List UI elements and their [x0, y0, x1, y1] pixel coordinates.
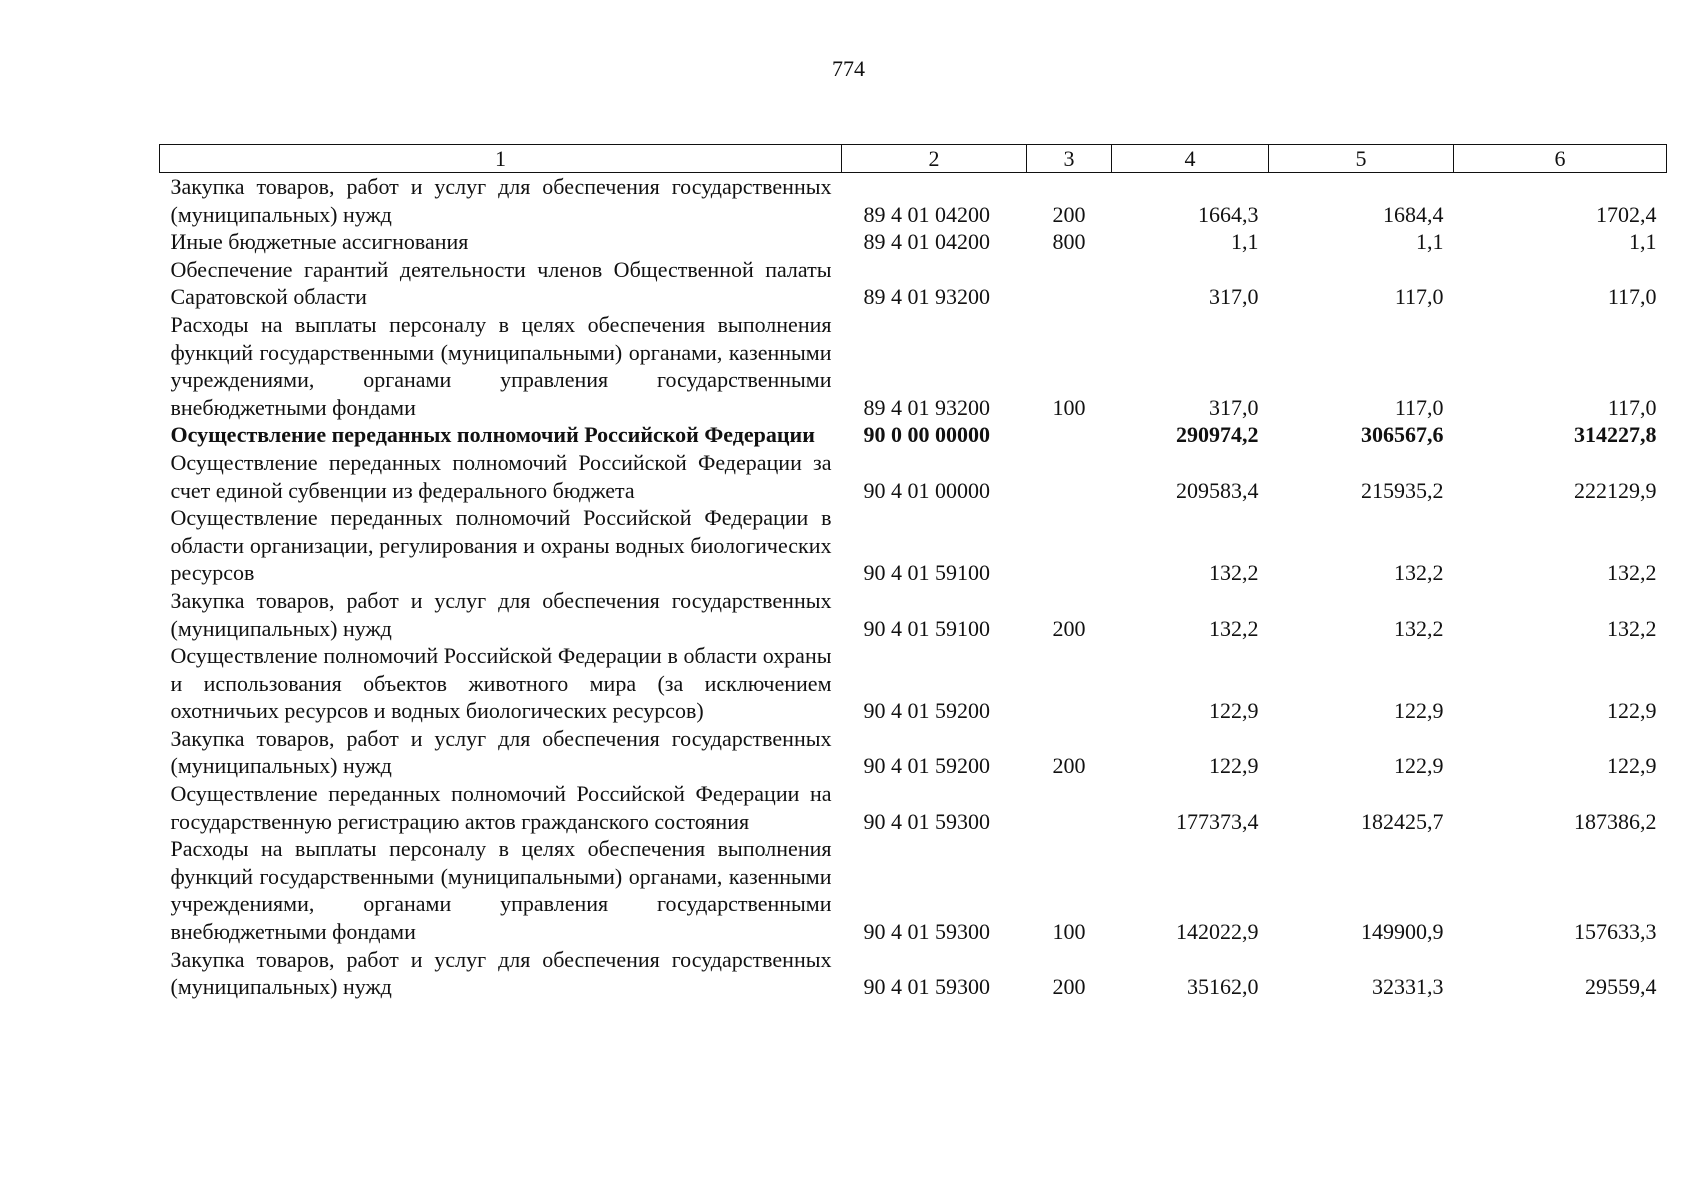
row-value-year-1: 1664,3 — [1198, 201, 1259, 227]
budget-table — [159, 144, 1667, 1001]
row-value-year-2: 215935,2 — [1361, 477, 1444, 503]
row-value-year-2: 1,1 — [1416, 229, 1444, 255]
row-value-year-1: 290974,2 — [1176, 422, 1259, 448]
row-value-year-1: 35162,0 — [1187, 974, 1259, 1000]
row-value-year-1: 122,9 — [1209, 698, 1259, 724]
table-row — [160, 421, 1667, 449]
col-header-3: 3 — [1027, 145, 1112, 173]
col-header-6: 6 — [1454, 145, 1667, 173]
row-code: 90 4 01 59300 — [863, 808, 990, 834]
row-code: 90 4 01 59100 — [863, 615, 990, 641]
row-value-year-3: 29559,4 — [1585, 974, 1657, 1000]
table-row — [160, 780, 1667, 835]
col-header-1: 1 — [160, 145, 842, 173]
table-row — [160, 642, 1667, 725]
row-value-year-1: 142022,9 — [1176, 919, 1259, 945]
row-code: 90 4 01 59100 — [863, 560, 990, 586]
row-name: Закупка товаров, работ и услуг для обеспечения государственных (муниципальных) нужд — [170, 946, 832, 1000]
row-value-year-2: 117,0 — [1394, 394, 1444, 420]
row-expense-type — [1027, 256, 1112, 311]
row-value-year-2: 132,2 — [1394, 615, 1444, 641]
table-row — [160, 449, 1667, 504]
row-code: 89 4 01 04200 — [863, 229, 990, 255]
row-value-year-3: 187386,2 — [1574, 808, 1657, 834]
row-name: Осуществление переданных полномочий Российской Федерации в области организации, регулирования и охраны водных биологических ресурсов — [170, 505, 832, 586]
row-value-year-3: 122,9 — [1607, 698, 1657, 724]
row-value-year-3: 117,0 — [1607, 394, 1657, 420]
row-name: Закупка товаров, работ и услуг для обеспечения государственных (муниципальных) нужд — [170, 174, 832, 227]
row-value-year-1: 132,2 — [1209, 560, 1259, 586]
row-name: Закупка товаров, работ и услуг для обеспечения государственных (муниципальных) нужд — [170, 725, 832, 779]
row-code: 90 0 00 00000 — [863, 422, 990, 448]
row-value-year-3: 314227,8 — [1574, 422, 1657, 448]
row-value-year-2: 149900,9 — [1361, 919, 1444, 945]
table-row — [160, 311, 1667, 421]
row-expense-type: 100 — [1052, 919, 1086, 945]
row-expense-type: 200 — [1052, 201, 1086, 227]
row-value-year-1: 317,0 — [1209, 394, 1259, 420]
row-code: 89 4 01 93200 — [863, 394, 990, 420]
row-value-year-2: 1684,4 — [1383, 201, 1444, 227]
row-expense-type — [1027, 449, 1112, 504]
row-value-year-3: 117,0 — [1607, 284, 1657, 310]
table-row — [160, 173, 1667, 229]
row-value-year-3: 132,2 — [1607, 560, 1657, 586]
row-expense-type: 200 — [1052, 974, 1086, 1000]
table-row — [160, 587, 1667, 642]
row-value-year-2: 122,9 — [1394, 698, 1444, 724]
row-value-year-2: 122,9 — [1394, 753, 1444, 779]
row-value-year-1: 132,2 — [1209, 615, 1259, 641]
row-code: 90 4 01 59200 — [863, 698, 990, 724]
row-value-year-3: 122,9 — [1607, 753, 1657, 779]
col-header-5: 5 — [1269, 145, 1454, 173]
row-expense-type — [1027, 504, 1112, 587]
row-code: 90 4 01 00000 — [863, 477, 990, 503]
row-name: Расходы на выплаты персоналу в целях обеспечения выполнения функций государственными (муниципальными) органами, казенными учреждениями, органами управления государственными внебюджетными фондами — [170, 836, 832, 945]
row-expense-type: 200 — [1052, 615, 1086, 641]
table-row — [160, 228, 1667, 256]
row-expense-type — [1027, 642, 1112, 725]
table-row — [160, 256, 1667, 311]
page-number: 774 — [832, 56, 865, 81]
row-value-year-1: 317,0 — [1209, 284, 1259, 310]
row-code: 90 4 01 59300 — [863, 919, 990, 945]
row-expense-type: 200 — [1052, 753, 1086, 779]
row-name: Осуществление полномочий Российской Федерации в области охраны и использования объектов животного мира (за исключением охотничьих ресурсов и водных биологических ресурсов) — [170, 643, 832, 724]
row-name: Обеспечение гарантий деятельности членов Общественной палаты Саратовской области — [170, 256, 832, 310]
table-row — [160, 835, 1667, 945]
col-header-4: 4 — [1112, 145, 1269, 173]
row-code: 89 4 01 04200 — [863, 201, 990, 227]
row-name: Расходы на выплаты персоналу в целях обеспечения выполнения функций государственными (муниципальными) органами, казенными учреждениями, органами управления государственными внебюджетными фондами — [170, 311, 832, 420]
row-expense-type: 100 — [1052, 394, 1086, 420]
row-value-year-2: 182425,7 — [1361, 808, 1444, 834]
table-row — [160, 946, 1667, 1001]
row-code: 90 4 01 59200 — [863, 753, 990, 779]
row-value-year-3: 1702,4 — [1596, 201, 1657, 227]
row-value-year-2: 306567,6 — [1361, 422, 1444, 448]
row-name: Закупка товаров, работ и услуг для обеспечения государственных (муниципальных) нужд — [170, 587, 832, 641]
row-expense-type: 800 — [1052, 229, 1086, 255]
row-name: Иные бюджетные ассигнования — [170, 229, 469, 255]
table-row — [160, 504, 1667, 587]
row-value-year-3: 1,1 — [1629, 229, 1657, 255]
row-value-year-1: 177373,4 — [1176, 808, 1259, 834]
table-row — [160, 725, 1667, 780]
row-value-year-2: 117,0 — [1394, 284, 1444, 310]
col-header-2: 2 — [842, 145, 1027, 173]
row-code: 89 4 01 93200 — [863, 284, 990, 310]
row-name: Осуществление переданных полномочий Российской Федерации — [170, 422, 815, 448]
row-value-year-1: 122,9 — [1209, 753, 1259, 779]
row-value-year-2: 132,2 — [1394, 560, 1444, 586]
row-expense-type — [1027, 421, 1112, 449]
row-name: Осуществление переданных полномочий Российской Федерации за счет единой субвенции из федерального бюджета — [170, 449, 832, 503]
row-value-year-1: 209583,4 — [1176, 477, 1259, 503]
row-code: 90 4 01 59300 — [863, 974, 990, 1000]
row-value-year-1: 1,1 — [1231, 229, 1259, 255]
row-value-year-2: 32331,3 — [1372, 974, 1444, 1000]
row-value-year-3: 132,2 — [1607, 615, 1657, 641]
row-name: Осуществление переданных полномочий Российской Федерации на государственную регистрацию актов гражданского состояния — [170, 781, 832, 834]
row-expense-type — [1027, 780, 1112, 835]
row-value-year-3: 157633,3 — [1574, 919, 1657, 945]
row-value-year-3: 222129,9 — [1574, 477, 1657, 503]
header-row — [160, 145, 1667, 173]
